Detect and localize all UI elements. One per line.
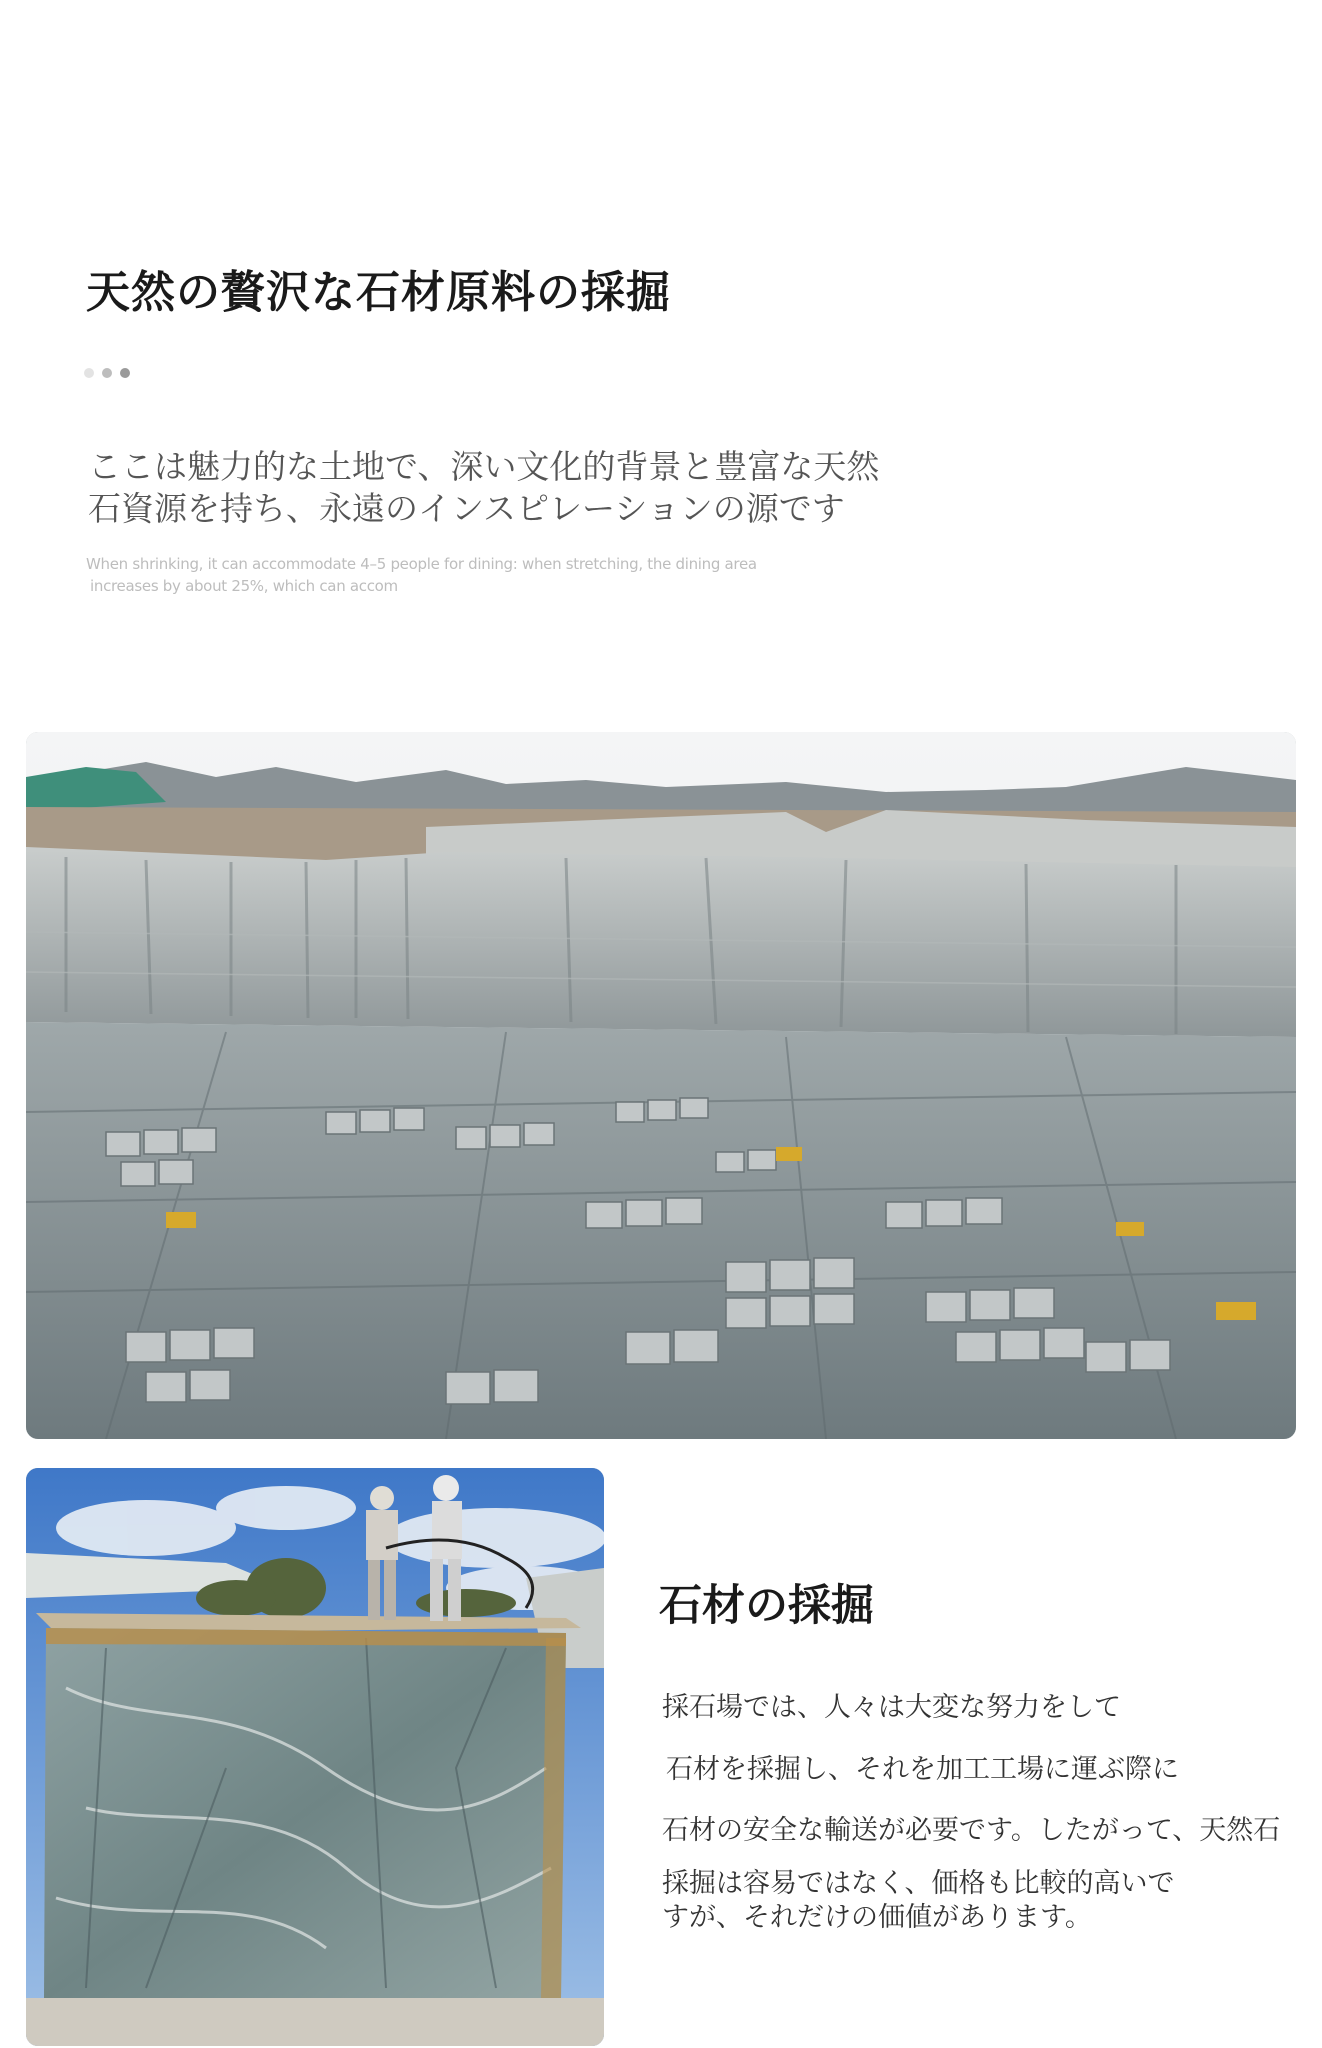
intro-line-1: ここは魅力的な土地で、深い文化的背景と豊富な天然: [88, 447, 880, 486]
quarry-illustration: [26, 732, 1296, 1439]
dot-icon: [102, 368, 112, 378]
intro-line-2: 石資源を持ち、永遠のインスピレーションの源です: [88, 489, 845, 528]
decorative-dots: [84, 368, 130, 378]
quarry-photo: [26, 732, 1296, 1439]
intro-english-text: [86, 553, 806, 597]
section-text-line-3: 石材の安全な輸送が必要です。したがって、天然石: [662, 1815, 1281, 1846]
intro-english-line-1: When shrinking, it can accommodate 4–5 people for dining: when stretching, the dining area: [86, 555, 757, 573]
dot-icon: [84, 368, 94, 378]
section-text-line-1: 採石場では、人々は大変な努力をして: [662, 1692, 1121, 1723]
worker-illustration: [26, 1468, 604, 2046]
page-title: 天然の贅沢な石材原料の採掘: [86, 267, 671, 318]
section-title: 石材の採掘: [659, 1581, 874, 1631]
section-text-line-4: 採掘は容易ではなく、価格も比較的高いですが、それだけの価値があります。: [662, 1868, 1175, 1933]
worker-photo: [26, 1468, 604, 2046]
dot-icon: [120, 368, 130, 378]
intro-english-line-2: increases by about 25%, which can accom: [90, 577, 398, 595]
intro-paragraph: [88, 446, 948, 530]
section-text-line-2: 石材を採掘し、それを加工工場に運ぶ際に: [666, 1754, 1179, 1785]
